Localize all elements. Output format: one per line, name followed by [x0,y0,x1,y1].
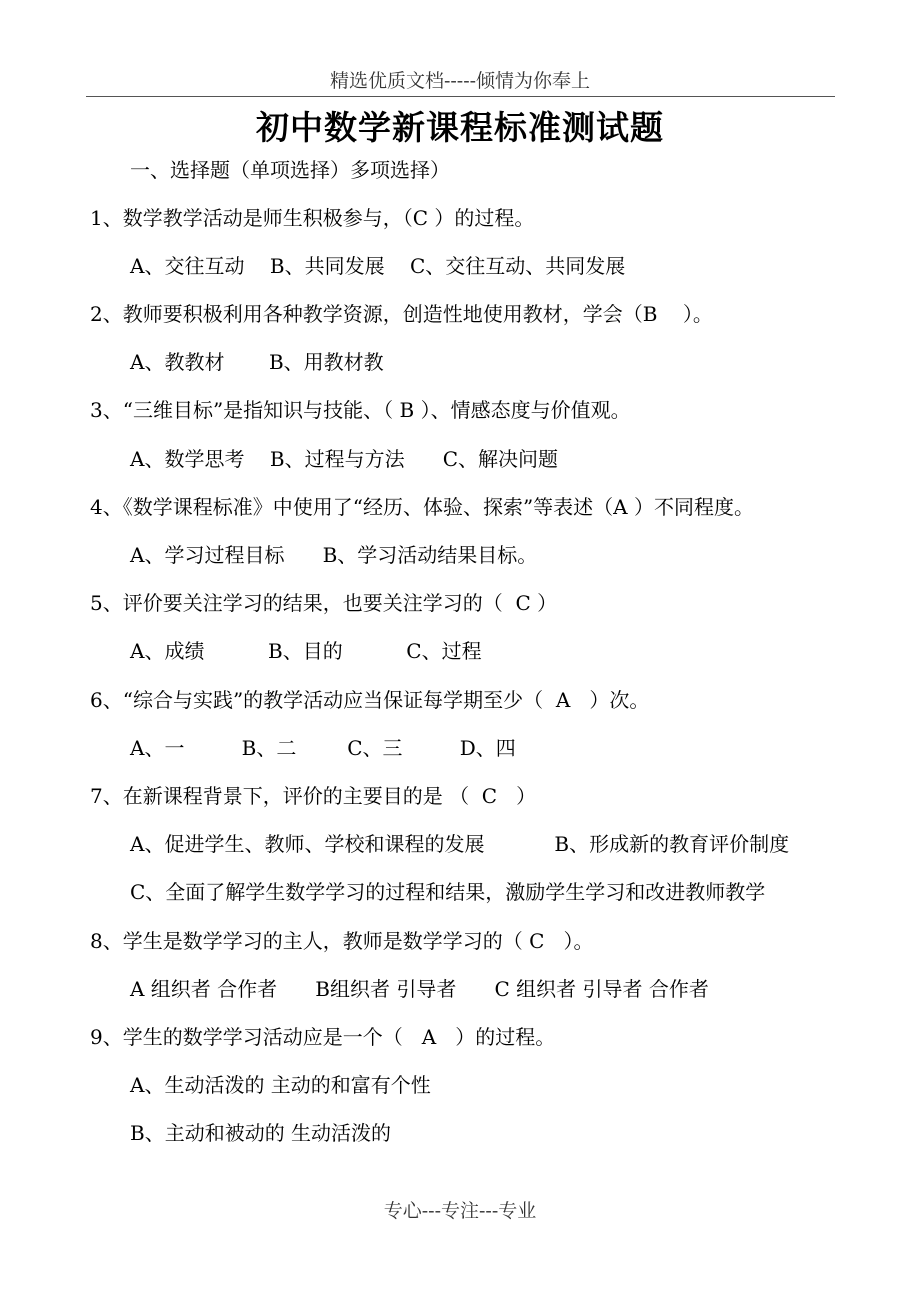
question-4-options: A、学习过程目标 B、学习活动结果目标。 [130,543,538,567]
section-heading: 一、选择题（单项选择）多项选择） [130,158,450,182]
question-8-options: A 组织者 合作者 B组织者 引导者 C 组织者 引导者 合作者 [130,977,709,1001]
page-header: 精选优质文档-----倾情为你奉上 [329,70,591,92]
question-9: 9、学生的数学学习活动应是一个（ A ）的过程。 [90,1025,556,1049]
question-7: 7、在新课程背景下，评价的主要目的是 （ C ） [90,784,537,808]
question-5-options: A、成绩 B、目的 C、过程 [130,639,482,663]
question-3: 3、“三维目标”是指知识与技能、（ B ）、情感态度与价值观。 [90,398,631,422]
question-2: 2、教师要积极利用各种教学资源，创造性地使用教材，学会（B ）。 [90,302,713,326]
question-9-options: A、生动活泼的 主动的和富有个性 [130,1073,431,1097]
question-4: 4、《数学课程标准》中使用了“经历、体验、探索”等表述（A ）不同程度。 [90,495,754,519]
page-footer: 专心---专注---专业 [383,1200,537,1222]
document-title: 初中数学新课程标准测试题 [256,108,664,147]
question-9-options: B、主动和被动的 生动活泼的 [130,1121,392,1145]
header-divider [86,96,835,97]
question-1-options: A、交往互动 B、共同发展 C、交往互动、共同发展 [130,254,626,278]
question-6: 6、“综合与实践”的教学活动应当保证每学期至少（ A ）次。 [90,688,650,712]
question-3-options: A、数学思考 B、过程与方法 C、解决问题 [130,447,559,471]
question-1: 1、数学教学活动是师生积极参与，（C ）的过程。 [90,206,535,230]
question-7-options: C、全面了解学生数学学习的过程和结果，激励学生学习和改进教师教学 [130,880,766,904]
question-7-options: A、促进学生、教师、学校和课程的发展 B、形成新的教育评价制度 [130,832,790,856]
question-5: 5、评价要关注学习的结果，也要关注学习的（ C ） [90,591,558,615]
question-8: 8、学生是数学学习的主人，教师是数学学习的（ C ）。 [90,929,594,953]
question-2-options: A、教教材 B、用教材教 [130,350,384,374]
question-6-options: A、一 B、二 C、三 D、四 [130,736,516,760]
